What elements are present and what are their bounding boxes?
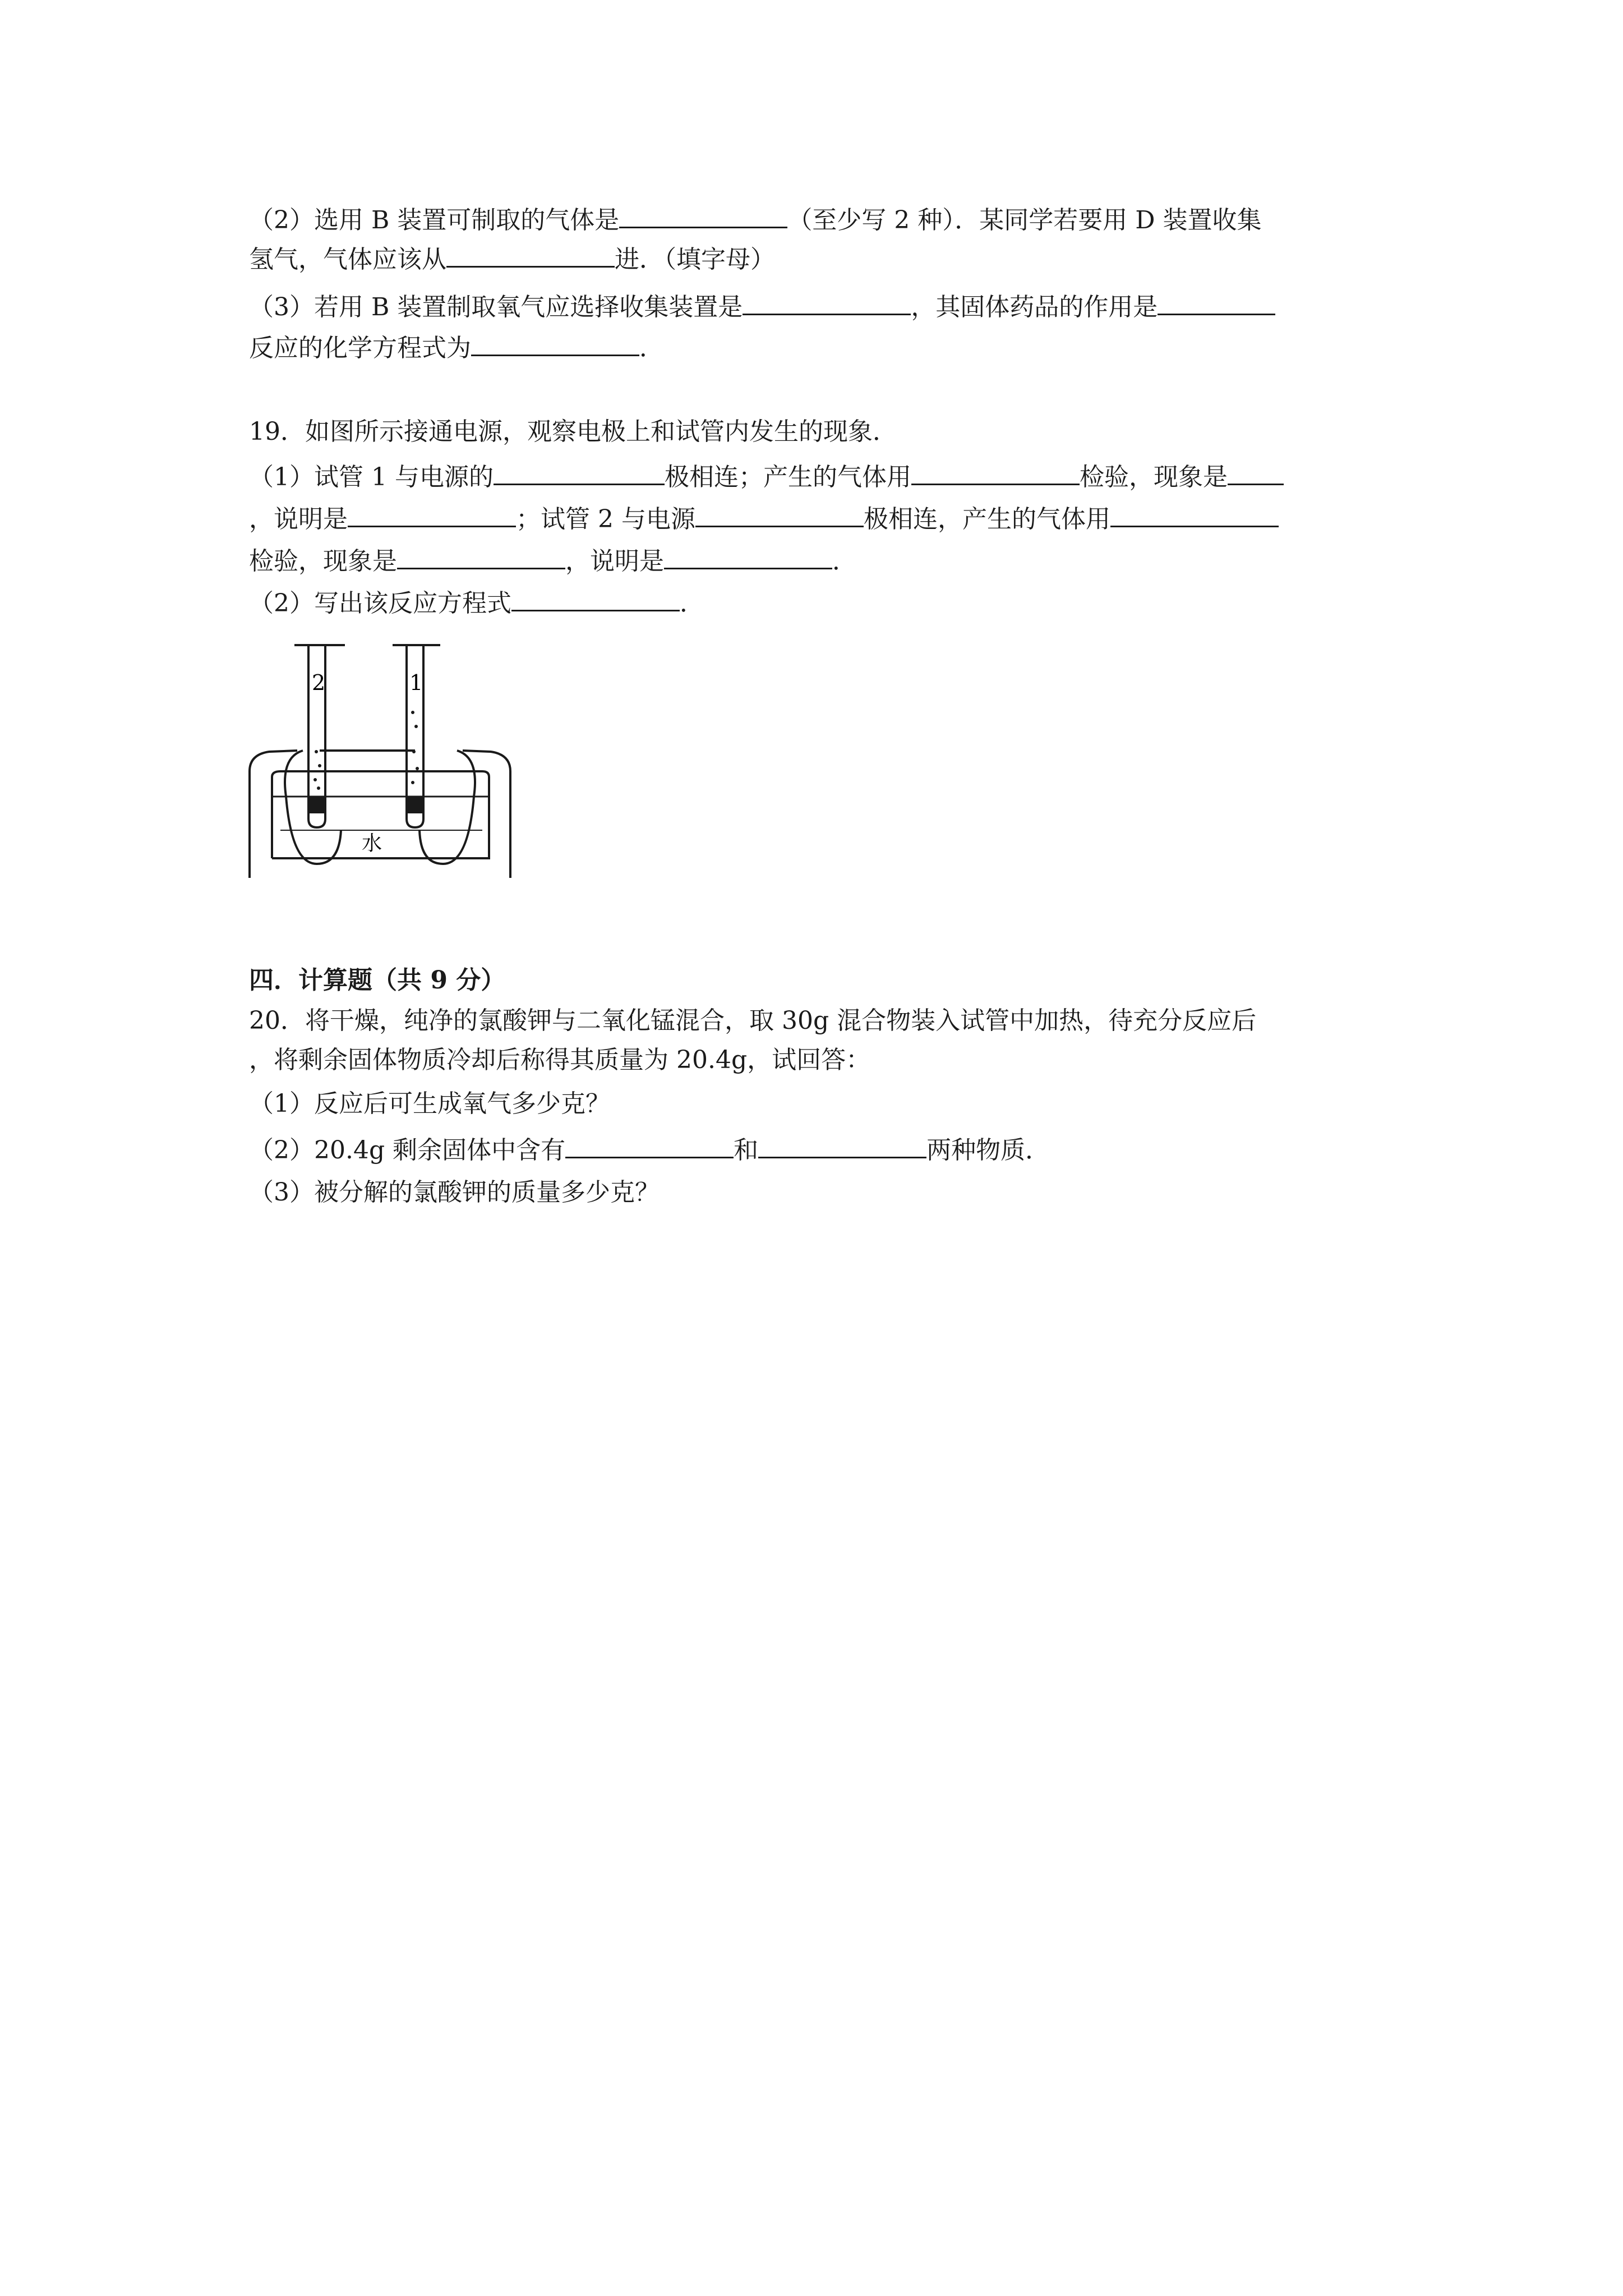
q19-text-2a: ，说明是 (249, 505, 348, 533)
q19-text-3b: ，说明是 (565, 547, 664, 576)
answer-blank[interactable] (397, 543, 565, 569)
q19-text-4b: ． (680, 589, 704, 618)
q18-part2-text-d: 进．（填字母） (615, 245, 775, 274)
q19-text-2c: 极相连，产生的气体用 (863, 505, 1110, 533)
q19-line4 (249, 585, 704, 620)
q18-part3-text-b: ，其固体药品的作用是 (911, 293, 1158, 321)
answer-blank[interactable] (619, 202, 787, 228)
q18-part2-line2 (249, 241, 775, 277)
answer-blank[interactable] (511, 585, 680, 611)
q20-line1: 20．将干燥，纯净的氯酸钾与二氧化锰混合，取 30g 混合物装入试管中加热，待充分反应后 (249, 1006, 1257, 1035)
answer-blank[interactable] (565, 1132, 734, 1158)
q18-part3-text-d: ． (639, 334, 664, 362)
q19-text-1b: 极相连；产生的气体用 (664, 463, 911, 491)
q18-part3-text-c: 反应的化学方程式为 (249, 334, 471, 362)
q18-part2-text-c: 氢气，气体应该从 (249, 245, 446, 274)
q20-text-4b: 和 (734, 1136, 759, 1165)
tube-2-label: 2 (312, 670, 326, 695)
q20-line2: ，将剩余固体物质冷却后称得其质量为 20.4g，试回答： (249, 1046, 871, 1074)
q19-text-1c: 检验，现象是 (1079, 463, 1228, 491)
q20-part3: （3）被分解的氯酸钾的质量多少克？ (249, 1178, 660, 1207)
q19-text-4a: （2）写出该反应方程式 (249, 589, 511, 618)
answer-blank[interactable] (758, 1132, 926, 1158)
answer-blank[interactable] (494, 459, 665, 485)
q19-text-3c: ． (832, 547, 857, 576)
q18-part3-line2 (249, 330, 664, 365)
water-label: 水 (362, 832, 382, 855)
q20-text-4c: 两种物质． (926, 1136, 1050, 1165)
q18-part3-line1 (249, 289, 1275, 324)
q19-text-2b: ；试管 2 与电源 (516, 505, 695, 533)
electrode-left (310, 797, 324, 813)
section-4-title: 四．计算题（共 9 分） (249, 966, 506, 995)
answer-blank[interactable] (348, 501, 516, 527)
q18-part3-text-a: （3）若用 B 装置制取氧气应选择收集装置是 (249, 293, 743, 321)
answer-blank[interactable] (743, 289, 911, 315)
q20-part1: （1）反应后可生成氧气多少克？ (249, 1089, 610, 1118)
answer-blank[interactable] (1228, 459, 1284, 485)
q19-text-1a: （1）试管 1 与电源的 (249, 463, 494, 491)
answer-blank[interactable] (695, 501, 864, 527)
q19-line3 (249, 543, 857, 578)
q19-line2 (249, 501, 1279, 536)
answer-blank[interactable] (1110, 501, 1279, 527)
right-bend (419, 751, 475, 864)
answer-blank[interactable] (664, 543, 832, 569)
q18-part2-text-a: （2）选用 B 装置可制取的气体是 (249, 206, 620, 234)
q20-part2 (249, 1132, 1050, 1167)
q19-line1 (249, 459, 1284, 494)
q20-text-4a: （2）20.4g 剩余固体中含有 (249, 1136, 566, 1165)
answer-blank[interactable] (911, 459, 1080, 485)
q19-text-3a: 检验，现象是 (249, 547, 397, 576)
electrolysis-apparatus-figure (247, 628, 516, 892)
q19-stem: 19．如图所示接通电源，观察电极上和试管内发生的现象． (249, 417, 897, 446)
answer-blank[interactable] (446, 241, 615, 268)
q18-part2-line1 (249, 202, 1262, 237)
answer-blank[interactable] (1158, 289, 1275, 315)
electrode-right (408, 797, 422, 813)
q18-part2-text-b: （至少写 2 种）．某同学若要用 D 装置收集 (787, 206, 1262, 234)
tube-1-label: 1 (409, 670, 423, 695)
answer-blank[interactable] (471, 330, 639, 356)
